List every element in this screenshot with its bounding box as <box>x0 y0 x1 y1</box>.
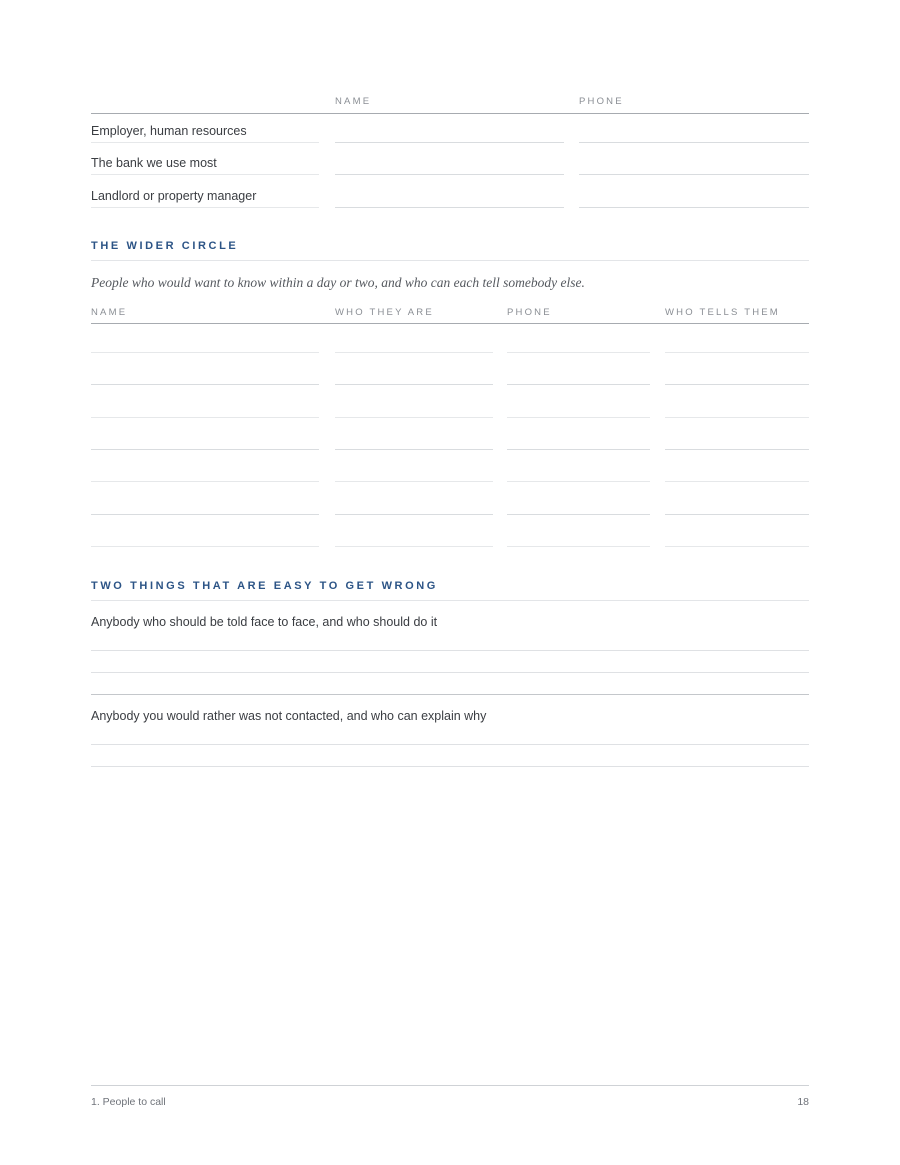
contact-row-bank <box>91 143 809 175</box>
who-tells-them-field-line[interactable] <box>665 546 809 547</box>
writing-line[interactable] <box>91 650 809 651</box>
wider-circle-row <box>91 450 809 482</box>
name-field-line[interactable] <box>91 384 319 385</box>
name-field-line[interactable] <box>91 546 319 547</box>
wider-circle-row <box>91 353 809 385</box>
who-they-are-field-line[interactable] <box>335 384 493 385</box>
name-field-line[interactable] <box>91 481 319 482</box>
wider-circle-row <box>91 386 809 418</box>
contact-row-label: Employer, human resources <box>91 124 247 138</box>
wider-circle-row <box>91 515 809 547</box>
section-title-easy-to-get-wrong: TWO THINGS THAT ARE EASY TO GET WRONG <box>91 580 438 592</box>
writing-line[interactable] <box>91 766 809 767</box>
phone-field-line[interactable] <box>579 174 809 175</box>
contact-row-employer <box>91 111 809 143</box>
section-rule <box>91 260 809 261</box>
column-header-name: NAME <box>335 96 372 107</box>
wider-circle-row <box>91 483 809 515</box>
label-underline <box>91 207 319 208</box>
who-tells-them-field-line[interactable] <box>665 481 809 482</box>
column-header-who-they-are: WHO THEY ARE <box>335 307 434 318</box>
section-intro: People who would want to know within a day or two, and who can each tell somebody else. <box>91 275 585 290</box>
prompt-not-contacted: Anybody you would rather was not contacted, and who can explain why <box>91 709 487 723</box>
name-field-line[interactable] <box>335 174 564 175</box>
name-field-line[interactable] <box>335 207 564 208</box>
writing-line[interactable] <box>91 672 809 673</box>
contact-row-landlord <box>91 176 809 208</box>
contact-row-label: The bank we use most <box>91 156 217 170</box>
writing-line[interactable] <box>91 744 809 745</box>
who-they-are-field-line[interactable] <box>335 481 493 482</box>
phone-field-line[interactable] <box>507 384 650 385</box>
contact-row-label: Landlord or property manager <box>91 189 257 203</box>
column-header-who-tells-them: WHO TELLS THEM <box>665 307 780 318</box>
section-rule <box>91 600 809 601</box>
column-header-phone: PHONE <box>579 96 624 107</box>
who-they-are-field-line[interactable] <box>335 546 493 547</box>
footer-rule <box>91 1085 809 1086</box>
phone-field-line[interactable] <box>507 481 650 482</box>
writing-line-divider[interactable] <box>91 694 809 695</box>
who-tells-them-field-line[interactable] <box>665 384 809 385</box>
wider-circle-row <box>91 418 809 450</box>
label-underline <box>91 174 319 175</box>
worksheet-page <box>91 0 809 1165</box>
column-header-phone: PHONE <box>507 307 552 318</box>
prompt-face-to-face: Anybody who should be told face to face, and who should do it <box>91 615 438 629</box>
phone-field-line[interactable] <box>507 546 650 547</box>
section-title-wider-circle: THE WIDER CIRCLE <box>91 240 239 252</box>
footer-section-label: 1. People to call <box>91 1096 166 1108</box>
phone-field-line[interactable] <box>579 207 809 208</box>
page-number: 18 <box>797 1096 809 1108</box>
column-header-name: NAME <box>91 307 128 318</box>
wider-circle-row <box>91 321 809 353</box>
